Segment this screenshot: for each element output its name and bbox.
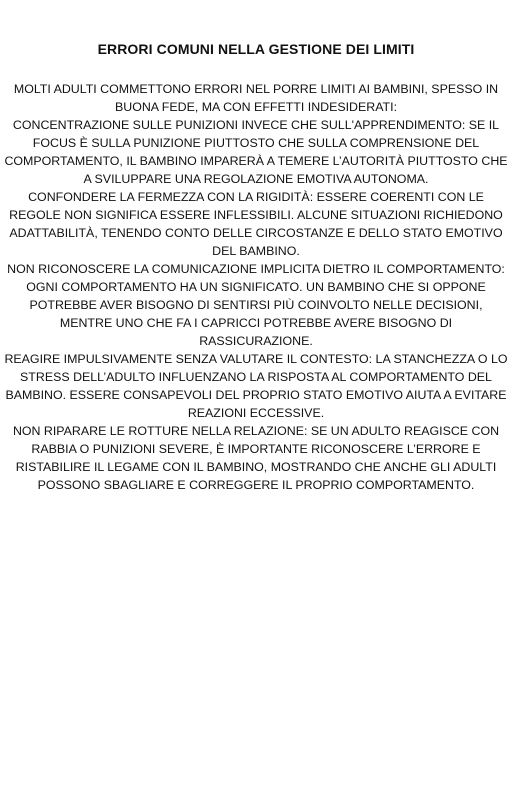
paragraph-riparazione: NON RIPARARE LE ROTTURE NELLA RELAZIONE: SE UN ADULTO REAGISCE CON RABBIA O PUNIZIONI SEVERE, È IMPORTANTE RICONOSCERE L’ERRORE E RISTABILIRE IL LEGAME CON IL BAMBINO, MOSTRANDO CHE ANCHE GLI ADULTI POSSONO SBAGLIARE E CORREGGERE IL PROPRIO COMPORTAMENTO. [12,424,500,492]
page-title: ERRORI COMUNI NELLA GESTIONE DEI LIMITI [97,41,415,57]
paragraph-impulsivita: REAGIRE IMPULSIVAMENTE SENZA VALUTARE IL CONTESTO: LA STANCHEZZA O LO STRESS DELL’ADULTO INFLUENZANO LA RISPOSTA AL COMPORTAMENTO DEL BAMBINO. ESSERE CONSAPEVOLI DEL PROPRIO STATO EMOTIVO AIUTA A EVITARE REAZIONI ECCESSIVE. [4,352,508,420]
intro-paragraph: MOLTI ADULTI COMMETTONO ERRORI NEL PORRE LIMITI AI BAMBINI, SPESSO IN BUONA FEDE, MA CON EFFETTI INDESIDERATI: [13,82,499,114]
paragraph-comunicazione: NON RICONOSCERE LA COMUNICAZIONE IMPLICITA DIETRO IL COMPORTAMENTO: OGNI COMPORTAMENTO HA UN SIGNIFICATO. UN BAMBINO CHE SI OPPONE POTREBBE AVER BISOGNO DI SENTIRSI PIÙ COINVOLTO NELLE DECISIONI, MENTRE UNO CHE FA I CAPRICCI POTREBBE AVERE BISOGNO DI RASSICURAZIONE. [7,262,505,348]
paragraph-fermezza: CONFONDERE LA FERMEZZA CON LA RIGIDITÀ: ESSERE COERENTI CON LE REGOLE NON SIGNIFICA ESSERE INFLESSIBILI. ALCUNE SITUAZIONI RICHIEDONO ADATTABILITÀ, TENENDO CONTO DELLE CIRCOSTANZE E DELLO STATO EMOTIVO DEL BAMBINO. [9,190,503,258]
paragraph-punizioni: CONCENTRAZIONE SULLE PUNIZIONI INVECE CHE SULL'APPRENDIMENTO: SE IL FOCUS È SULLA PUNIZIONE PIUTTOSTO CHE SULLA COMPRENSIONE DEL COMPORTAMENTO, IL BAMBINO IMPARERÀ A TEMERE L’AUTORITÀ PIUTTOSTO CHE A SVILUPPARE UNA REGOLAZIONE EMOTIVA AUTONOMA. [4,118,508,186]
document-body [2,80,510,494]
